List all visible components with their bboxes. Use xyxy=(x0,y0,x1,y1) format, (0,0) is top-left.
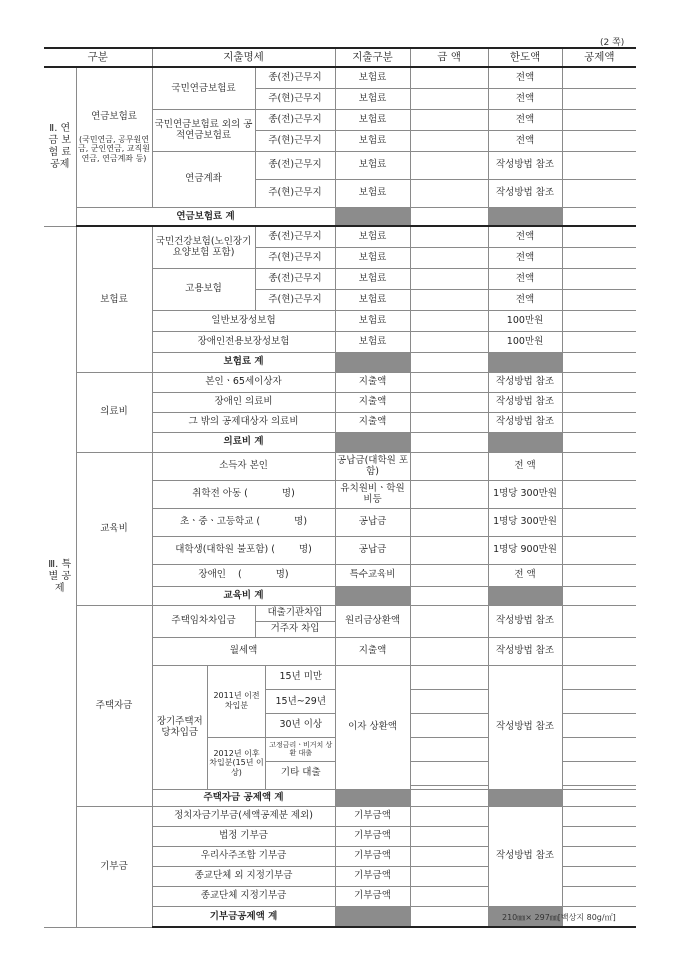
deduction-cell[interactable] xyxy=(562,665,636,689)
medical-self-label: 본인ㆍ65세이상자 xyxy=(152,372,335,392)
amount-cell[interactable] xyxy=(410,412,488,432)
deduction-cell[interactable] xyxy=(562,866,636,886)
education-self-type: 공납금(대학원 포함) xyxy=(335,452,410,480)
type-payment: 공납금 xyxy=(335,536,410,564)
header-amount: 금 액 xyxy=(410,48,488,67)
deduction-cell[interactable] xyxy=(562,605,636,637)
mortgage-label: 장기주택저당차입금 xyxy=(153,666,208,789)
limit-see-method: 작성방법 참조 xyxy=(488,665,562,789)
education-preschool-type: 유치원비ㆍ학원비등 xyxy=(335,480,410,508)
housing-row xyxy=(44,605,636,621)
type-donation: 기부금액 xyxy=(335,886,410,906)
type-expense: 지출액 xyxy=(335,412,410,432)
people-label: 명) xyxy=(281,488,295,500)
amount-cell[interactable] xyxy=(410,826,488,846)
housing-total-label: 주택자금 공제액 계 xyxy=(152,789,335,806)
job-cur: 주(현)근무지 xyxy=(255,88,335,109)
amount-cell[interactable] xyxy=(410,88,488,109)
deduction-cell[interactable] xyxy=(562,412,636,432)
job-cur: 주(현)근무지 xyxy=(255,247,335,268)
education-label: 교육비 xyxy=(76,452,152,605)
education-preschool-cell xyxy=(152,480,335,508)
amount-cell[interactable] xyxy=(410,289,488,310)
fixed-rate-label: 고정금리ㆍ비거치 상환 대출 xyxy=(266,737,336,761)
header-category: 구분 xyxy=(44,48,152,67)
pension-row xyxy=(44,67,636,88)
deduction-cell[interactable] xyxy=(562,846,636,866)
type-insurance: 보험료 xyxy=(335,226,410,247)
gray-cell xyxy=(488,432,562,452)
deduction-cell[interactable] xyxy=(562,586,636,605)
deduction-cell[interactable] xyxy=(562,536,636,564)
medical-label: 의료비 xyxy=(76,372,152,452)
before2011-label: 2011년 이전 차입분 xyxy=(208,666,266,738)
medical-total-label: 의료비 계 xyxy=(152,432,335,452)
type-insurance: 보험료 xyxy=(335,67,410,88)
deduction-cell[interactable] xyxy=(562,806,636,826)
national-pension-label: 국민연금보험료 xyxy=(152,67,255,109)
type-insurance: 보험료 xyxy=(335,289,410,310)
deduction-cell[interactable] xyxy=(562,737,636,761)
amount-cell[interactable] xyxy=(410,109,488,130)
amount-cell[interactable] xyxy=(410,226,488,247)
amount-cell[interactable] xyxy=(410,310,488,331)
deduction-cell[interactable] xyxy=(562,67,636,88)
job-cur: 주(현)근무지 xyxy=(255,289,335,310)
deduction-cell[interactable] xyxy=(562,207,636,226)
paper-spec-footer: 210㎜× 297㎜[백상지 80g/㎡] xyxy=(502,913,616,922)
interest-type: 이자 상환액 xyxy=(335,665,410,789)
gray-cell xyxy=(488,352,562,372)
deduction-cell[interactable] xyxy=(562,289,636,310)
donation-row xyxy=(44,806,636,826)
limit-full-spaced: 전 액 xyxy=(488,452,562,480)
donation-religious-label: 종교단체 지정기부금 xyxy=(152,886,335,906)
amount-cell[interactable] xyxy=(410,268,488,289)
amount-cell[interactable] xyxy=(410,665,488,689)
amount-cell[interactable] xyxy=(410,207,488,226)
amount-cell[interactable] xyxy=(410,761,488,785)
deduction-cell[interactable] xyxy=(562,226,636,247)
education-total-label: 교육비 계 xyxy=(152,586,335,605)
amount-cell[interactable] xyxy=(410,806,488,826)
deduction-cell[interactable] xyxy=(562,109,636,130)
limit-100: 100만원 xyxy=(488,331,562,352)
amount-cell[interactable] xyxy=(410,247,488,268)
type-donation: 기부금액 xyxy=(335,846,410,866)
pension-account-label: 연금계좌 xyxy=(152,151,255,207)
lender-res-label: 거주자 차입 xyxy=(255,621,335,637)
principal-type: 원리금상환액 xyxy=(335,605,410,637)
gray-cell xyxy=(335,586,410,605)
deduction-cell[interactable] xyxy=(562,713,636,737)
housing-label: 주택자금 xyxy=(76,605,152,806)
donation-esop-label: 우리사주조합 기부금 xyxy=(152,846,335,866)
type-insurance: 보험료 xyxy=(335,109,410,130)
deduction-cell[interactable] xyxy=(562,352,636,372)
deduction-form-table xyxy=(44,47,636,928)
other-pension-label: 국민연금보험료 외의 공적연금보험료 xyxy=(152,109,255,151)
deduction-cell[interactable] xyxy=(562,392,636,412)
limit-full: 전액 xyxy=(488,109,562,130)
deduction-cell[interactable] xyxy=(562,761,636,785)
pension-sub-label: 연금보험료 xyxy=(91,111,137,123)
insurance-label: 보험료 xyxy=(76,226,152,372)
deduction-cell[interactable] xyxy=(562,247,636,268)
header-limit: 한도액 xyxy=(488,48,562,67)
limit-see-method: 작성방법 참조 xyxy=(488,637,562,665)
education-self-label: 소득자 본인 xyxy=(152,452,335,480)
limit-full: 전액 xyxy=(488,247,562,268)
deduction-cell[interactable] xyxy=(562,689,636,713)
type-donation: 기부금액 xyxy=(335,866,410,886)
lender-inst-label: 대출기관차입 xyxy=(255,605,335,621)
insurance-total-label: 보험료 계 xyxy=(152,352,335,372)
job-main: 종(전)근무지 xyxy=(255,151,335,179)
amount-cell[interactable] xyxy=(410,151,488,179)
deduction-cell[interactable] xyxy=(562,508,636,536)
amount-cell[interactable] xyxy=(410,789,488,806)
deduction-cell[interactable] xyxy=(562,564,636,586)
employment-insurance-label: 고용보험 xyxy=(152,268,255,310)
type-insurance: 보험료 xyxy=(335,268,410,289)
insurance-row xyxy=(44,226,636,247)
amount-cell[interactable] xyxy=(410,866,488,886)
header-deduction: 공제액 xyxy=(562,48,636,67)
deduction-cell[interactable] xyxy=(562,886,636,906)
limit-per-300: 1명당 300만원 xyxy=(488,508,562,536)
amount-cell[interactable] xyxy=(410,432,488,452)
section-pension-label: Ⅱ. 연금 보험 료 공제 xyxy=(44,67,76,226)
education-preschool-label: 취학전 아동 ( xyxy=(192,488,248,500)
deduction-cell[interactable] xyxy=(562,372,636,392)
job-main: 종(전)근무지 xyxy=(255,109,335,130)
header-item: 지출명세 xyxy=(152,48,335,67)
type-donation: 기부금액 xyxy=(335,826,410,846)
amount-cell[interactable] xyxy=(410,452,488,480)
amount-cell[interactable] xyxy=(410,737,488,761)
type-insurance: 보험료 xyxy=(335,331,410,352)
people-label: 명) xyxy=(275,569,289,581)
rent-label: 월세액 xyxy=(152,637,335,665)
deduction-cell[interactable] xyxy=(562,179,636,207)
section-special-label: Ⅲ. 특 별 공 제 xyxy=(44,226,76,927)
medical-others-label: 그 밖의 공제대상자 의료비 xyxy=(152,412,335,432)
deduction-cell[interactable] xyxy=(562,789,636,806)
type-insurance: 보험료 xyxy=(335,151,410,179)
health-insurance-label: 국민건강보험(노인장기요양보험 포함) xyxy=(152,226,255,268)
limit-see-method: 작성방법 참조 xyxy=(488,372,562,392)
amount-cell[interactable] xyxy=(410,130,488,151)
type-insurance: 보험료 xyxy=(335,310,410,331)
donation-total-label: 기부금공제액 계 xyxy=(152,906,335,927)
deduction-cell[interactable] xyxy=(562,826,636,846)
medical-disabled-label: 장애인 의료비 xyxy=(152,392,335,412)
amount-cell[interactable] xyxy=(410,846,488,866)
education-disabled-label: 장애인 xyxy=(198,569,226,581)
job-main: 종(전)근무지 xyxy=(255,268,335,289)
limit-full-spaced: 전 액 xyxy=(488,564,562,586)
limit-full: 전액 xyxy=(488,226,562,247)
amount-cell[interactable] xyxy=(410,713,488,737)
job-main: 종(전)근무지 xyxy=(255,67,335,88)
pension-sub-cell xyxy=(76,67,152,207)
term-15-29: 15년~29년 xyxy=(266,689,336,713)
education-university-cell xyxy=(152,536,335,564)
type-expense: 지출액 xyxy=(335,637,410,665)
type-insurance: 보험료 xyxy=(335,130,410,151)
deduction-cell[interactable] xyxy=(562,331,636,352)
limit-see-method: 작성방법 참조 xyxy=(488,605,562,637)
pension-total-label: 연금보험료 계 xyxy=(76,207,335,226)
donation-label: 기부금 xyxy=(76,806,152,927)
education-disabled-cell: 장애인 ( 명) xyxy=(152,564,335,586)
limit-see-method: 작성방법 참조 xyxy=(488,151,562,179)
type-payment: 공납금 xyxy=(335,508,410,536)
type-insurance: 보험료 xyxy=(335,88,410,109)
mortgage-cell xyxy=(152,665,335,789)
people-label: 명) xyxy=(298,544,312,556)
limit-full: 전액 xyxy=(488,88,562,109)
gray-cell xyxy=(488,586,562,605)
gray-cell xyxy=(335,789,410,806)
gray-cell xyxy=(335,207,410,226)
donation-religious-other-label: 종교단체 외 지정기부금 xyxy=(152,866,335,886)
donation-political-label: 정치자금기부금(세액공제분 제외) xyxy=(152,806,335,826)
job-main: 종(전)근무지 xyxy=(255,226,335,247)
amount-cell[interactable] xyxy=(410,480,488,508)
header-type: 지출구분 xyxy=(335,48,410,67)
amount-cell[interactable] xyxy=(410,331,488,352)
deduction-cell[interactable] xyxy=(562,130,636,151)
term-30: 30년 이상 xyxy=(266,713,336,737)
limit-per-300: 1명당 300만원 xyxy=(488,480,562,508)
deduction-cell[interactable] xyxy=(562,268,636,289)
header-row xyxy=(44,48,636,67)
deduction-cell[interactable] xyxy=(562,432,636,452)
amount-cell[interactable] xyxy=(410,605,488,637)
education-school-label: 초ㆍ중ㆍ고등학교 ( xyxy=(180,516,261,528)
limit-see-method: 작성방법 참조 xyxy=(488,179,562,207)
amount-cell[interactable] xyxy=(410,586,488,605)
deduction-cell[interactable] xyxy=(562,637,636,665)
medical-row xyxy=(44,372,636,392)
limit-100: 100만원 xyxy=(488,310,562,331)
education-row xyxy=(44,452,636,480)
limit-full: 전액 xyxy=(488,67,562,88)
gray-cell xyxy=(335,352,410,372)
pension-total-row xyxy=(44,207,636,226)
limit-see-method: 작성방법 참조 xyxy=(488,806,562,906)
page-number: (2 쪽) xyxy=(600,38,625,48)
limit-per-900: 1명당 900만원 xyxy=(488,536,562,564)
limit-see-method: 작성방법 참조 xyxy=(488,392,562,412)
deduction-cell[interactable] xyxy=(562,310,636,331)
type-expense: 지출액 xyxy=(335,392,410,412)
limit-see-method: 작성방법 참조 xyxy=(488,412,562,432)
amount-cell[interactable] xyxy=(410,906,488,927)
pension-sub-note: (국민연금, 공무원연금, 군인연금, 교직원연금, 연금계좌 등) xyxy=(78,134,150,163)
disabled-insurance-label: 장애인전용보장성보험 xyxy=(152,331,335,352)
deduction-cell[interactable] xyxy=(562,88,636,109)
type-insurance: 보험료 xyxy=(335,247,410,268)
amount-cell[interactable] xyxy=(410,372,488,392)
amount-cell[interactable] xyxy=(410,536,488,564)
job-cur: 주(현)근무지 xyxy=(255,130,335,151)
amount-cell[interactable] xyxy=(410,508,488,536)
type-expense: 지출액 xyxy=(335,372,410,392)
education-disabled-type: 특수교육비 xyxy=(335,564,410,586)
amount-cell[interactable] xyxy=(410,637,488,665)
limit-full: 전액 xyxy=(488,268,562,289)
gray-cell xyxy=(488,207,562,226)
amount-cell[interactable] xyxy=(410,689,488,713)
people-label: 명) xyxy=(294,516,308,528)
after2012-label: 2012년 이후 차입분(15년 이상) xyxy=(208,737,266,788)
donation-legal-label: 법정 기부금 xyxy=(152,826,335,846)
gray-cell xyxy=(488,789,562,806)
mortgage-subtable xyxy=(153,666,336,789)
type-insurance: 보험료 xyxy=(335,179,410,207)
deduction-cell[interactable] xyxy=(562,151,636,179)
education-university-label: 대학생(대학원 불포함) ( xyxy=(175,544,275,556)
gray-cell xyxy=(335,906,410,927)
education-school-cell xyxy=(152,508,335,536)
amount-cell[interactable] xyxy=(410,886,488,906)
amount-cell[interactable] xyxy=(410,392,488,412)
type-donation: 기부금액 xyxy=(335,806,410,826)
deduction-cell[interactable] xyxy=(562,452,636,480)
amount-cell[interactable] xyxy=(410,352,488,372)
gray-cell xyxy=(335,432,410,452)
job-cur: 주(현)근무지 xyxy=(255,179,335,207)
limit-full: 전액 xyxy=(488,130,562,151)
other-loan-label: 기타 대출 xyxy=(280,767,321,779)
amount-cell[interactable] xyxy=(410,67,488,88)
housing-lease-label: 주택임차차입금 xyxy=(152,605,255,637)
term-lt15: 15년 미만 xyxy=(266,666,336,690)
limit-full: 전액 xyxy=(488,289,562,310)
general-insurance-label: 일반보장성보험 xyxy=(152,310,335,331)
amount-cell[interactable] xyxy=(410,564,488,586)
deduction-cell[interactable] xyxy=(562,480,636,508)
amount-cell[interactable] xyxy=(410,179,488,207)
